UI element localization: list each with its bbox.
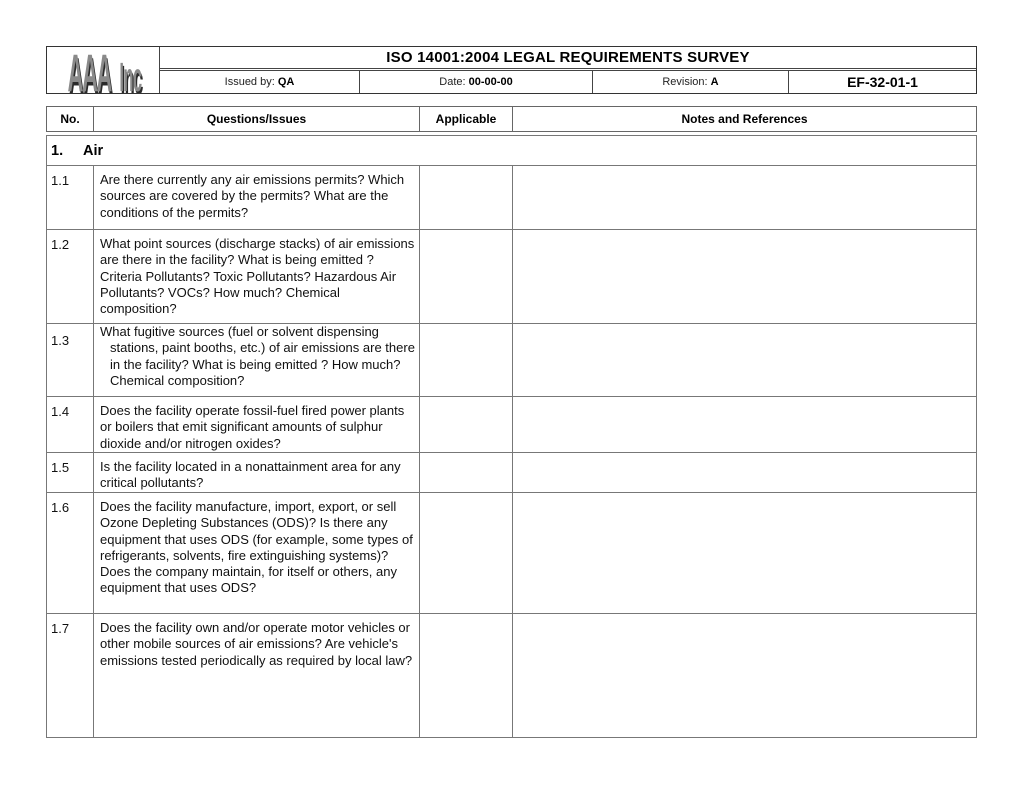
row-number: 1.6	[47, 493, 94, 613]
logo-name: AAA	[67, 47, 111, 93]
table-row	[47, 614, 976, 737]
header-info	[160, 47, 976, 93]
column-header-no: No.	[47, 107, 94, 131]
revision-value: A	[710, 76, 719, 88]
column-header-applicable: Applicable	[420, 107, 513, 131]
table-row	[47, 230, 976, 324]
issued-by-label: Issued by:	[224, 76, 275, 88]
table-row	[47, 166, 976, 230]
notes-cell[interactable]	[513, 453, 976, 492]
applicable-cell[interactable]	[420, 453, 513, 492]
issued-by	[160, 71, 360, 93]
table-row	[47, 453, 976, 493]
section-number: 1.	[51, 142, 64, 159]
row-number: 1.3	[47, 324, 94, 396]
notes-cell[interactable]	[513, 493, 976, 613]
column-headers	[46, 106, 977, 132]
row-number: 1.5	[47, 453, 94, 492]
row-question: Does the facility own and/or operate motor vehicles or other mobile sources of air emissions? Are vehicle's emissions tested periodically as required by local law?	[94, 614, 420, 737]
applicable-cell[interactable]	[420, 230, 513, 323]
section-heading	[47, 136, 976, 166]
issued-by-value: QA	[277, 76, 295, 88]
logo-suffix: Inc	[119, 53, 142, 93]
row-number: 1.1	[47, 166, 94, 229]
document-header	[46, 46, 977, 94]
applicable-cell[interactable]	[420, 166, 513, 229]
logo-text	[62, 48, 144, 93]
applicable-cell[interactable]	[420, 493, 513, 613]
row-question: What point sources (discharge stacks) of air emissions are there in the facility? What is being emitted ? Criteria Pollutants? Toxic Pollutants? Hazardous Air Pollutants? VOCs? How much? Chemical composition?	[94, 230, 420, 323]
header-meta	[160, 71, 976, 93]
date	[360, 71, 593, 93]
notes-cell[interactable]	[513, 230, 976, 323]
table-row	[47, 324, 976, 397]
date-value: 00-00-00	[468, 76, 513, 88]
revision	[593, 71, 789, 93]
section-title: Air	[83, 142, 104, 159]
applicable-cell[interactable]	[420, 614, 513, 737]
notes-cell[interactable]	[513, 324, 976, 396]
applicable-cell[interactable]	[420, 397, 513, 452]
row-number: 1.2	[47, 230, 94, 323]
company-logo	[47, 47, 160, 93]
notes-cell[interactable]	[513, 166, 976, 229]
row-question: Are there currently any air emissions permits? Which sources are covered by the permits? What are the conditions of the permits?	[94, 166, 420, 229]
notes-cell[interactable]	[513, 614, 976, 737]
row-question: What fugitive sources (fuel or solvent dispensing stations, paint booths, etc.) of air emissions are there in the facility? What is being emitted ? How much? Chemical composition?	[94, 324, 420, 396]
row-number: 1.4	[47, 397, 94, 452]
applicable-cell[interactable]	[420, 324, 513, 396]
notes-cell[interactable]	[513, 397, 976, 452]
survey-table	[46, 135, 977, 738]
row-number: 1.7	[47, 614, 94, 737]
table-row	[47, 493, 976, 614]
table-row	[47, 397, 976, 453]
date-label: Date:	[439, 76, 466, 88]
column-header-questions: Questions/Issues	[94, 107, 420, 131]
row-question: Does the facility manufacture, import, export, or sell Ozone Depleting Substances (ODS)? Is there any equipment that uses ODS (for example, some types of refrigerants, solvents, fire extinguishing systems)? Does the company maintain, for itself or others, any equipment that uses ODS?	[94, 493, 420, 613]
document-title: ISO 14001:2004 LEGAL REQUIREMENTS SURVEY	[160, 47, 976, 71]
revision-label: Revision:	[662, 76, 708, 88]
row-question: Is the facility located in a nonattainment area for any critical pollutants?	[94, 453, 420, 492]
row-question: Does the facility operate fossil-fuel fired power plants or boilers that emit significant amounts of sulphur dioxide and/or nitrogen oxides?	[94, 397, 420, 452]
column-header-notes: Notes and References	[681, 112, 808, 126]
document-code: EF-32-01-1	[847, 74, 918, 90]
